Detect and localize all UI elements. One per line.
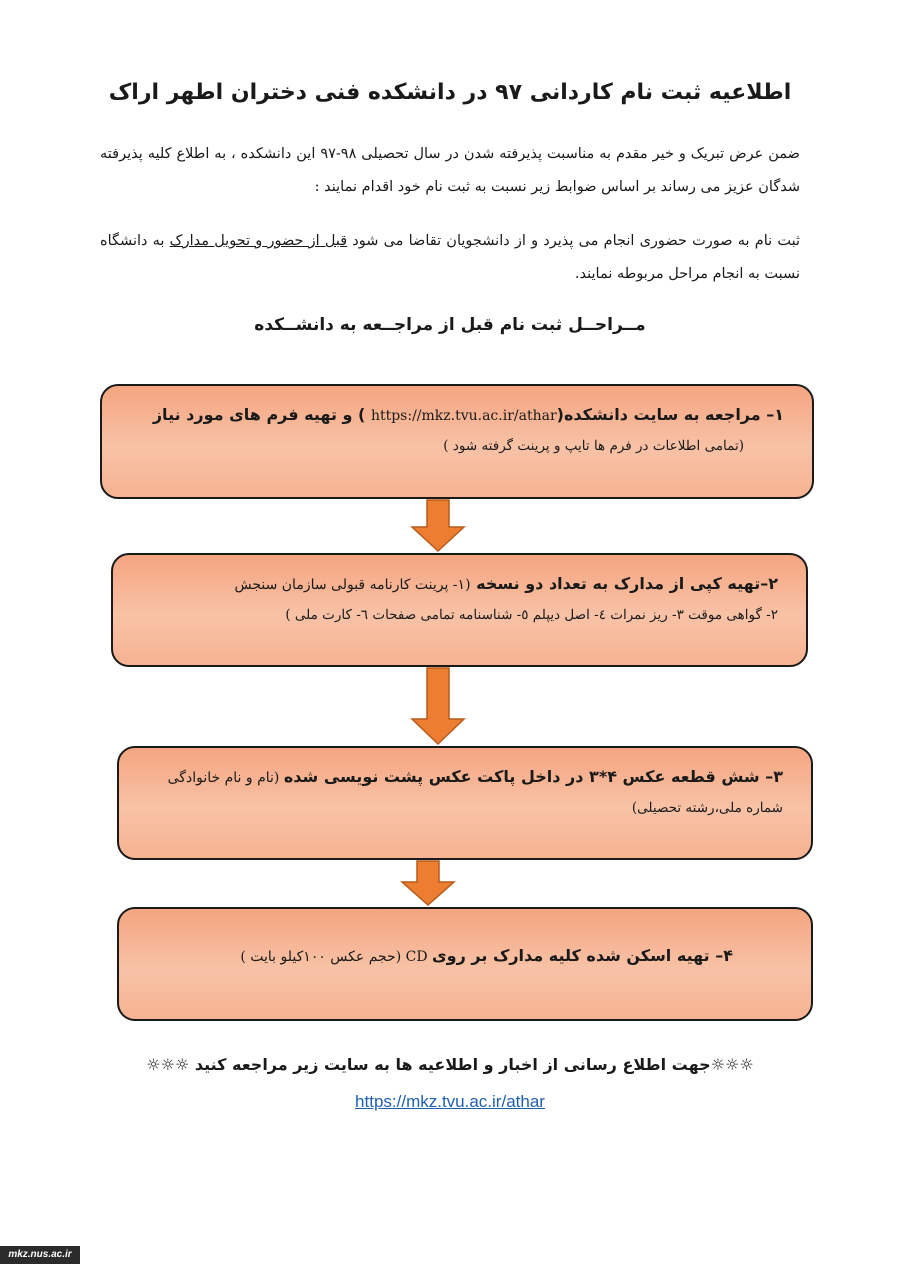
step-1-box (100, 384, 814, 499)
step-4-box (117, 907, 813, 1021)
down-arrow-icon (400, 860, 456, 907)
down-arrow-icon (410, 667, 466, 746)
registration-underlined-text: قبل از حضور و تحویل مدارک (169, 233, 348, 249)
step-4-heading-bold: ۴– تهیه اسکن شده کلیه مدارک بر روی (432, 946, 733, 965)
step-3-heading (147, 762, 783, 793)
step-3-heading-bold: ۳– شش قطعه عکس ۴*۳ در داخل پاکت عکس پشت نویسی شده (283, 767, 783, 786)
step-3-heading-detail: (نام و نام خانوادگی (167, 770, 284, 786)
step-1-note: (تمامی اطلاعات در فرم ها تایپ و پرینت گرفته شود ) (443, 438, 744, 454)
step-2-box (111, 553, 808, 667)
step-2-document-list: ۲- گواهی موقت ۳- ریز نمرات ٤- اصل دیپلم ٥- شناسنامه تمامی صفحات ٦- کارت ملی ) (285, 607, 778, 623)
step-2-heading-detail: (۱- پرینت کارنامه قبولی سازمان سنجش (234, 577, 471, 593)
steps-title: مــراحــل ثبت نام قبل از مراجــعه به دانشــکده (254, 315, 646, 335)
step-1-heading (130, 400, 784, 431)
step-1-heading-tail: ) و تهیه فرم های مورد نیاز (152, 405, 371, 424)
footer-website-link[interactable]: https://mkz.tvu.ac.ir/athar (355, 1092, 545, 1111)
registration-text-before: ثبت نام به صورت حضوری انجام می پذیرد و از دانشجویان تقاضا می شود (347, 233, 800, 249)
step-1-heading-bold: ۱– مراجعه به سایت دانشکده( (556, 405, 784, 424)
step-1-url: https://mkz.tvu.ac.ir/athar (370, 408, 557, 424)
step-2-heading-bold: ۲–تهیه کپی از مدارک به تعداد دو نسخه (476, 574, 778, 593)
intro-paragraph: ضمن عرض تبریک و خیر مقدم به مناسبت پذیرفته شدن در سال تحصیلی ۹۸-۹۷ این دانشکده ، به اطلاع کلیه پذیرفته شدگان عزیز می رساند بر اساس ضوابط زیر نسبت به ثبت نام خود اقدام نمایند : (100, 146, 800, 195)
registration-text-after: به دانشگاه نسبت به انجام مراحل مربوطه نمایند. (100, 233, 800, 282)
page-title: اطلاعیه ثبت نام کاردانی ۹۷ در دانشکده فنی دختران اطهر اراک (108, 80, 792, 105)
step-4-heading-detail: CD (حجم عکس ۱۰۰کیلو بایت ) (240, 949, 433, 965)
down-arrow-icon (410, 499, 466, 553)
step-3-box (117, 746, 813, 860)
footer-notice: ☼☼☼جهت اطلاع رسانی از اخبار و اطلاعیه ها به سایت زیر مراجعه کنید ☼☼☼ (146, 1055, 754, 1074)
step-3-note: شماره ملی،رشته تحصیلی) (631, 800, 783, 816)
site-watermark: mkz.nus.ac.ir (0, 1246, 80, 1264)
step-2-heading (141, 569, 778, 600)
registration-paragraph (100, 225, 800, 291)
step-4-heading (147, 941, 783, 972)
